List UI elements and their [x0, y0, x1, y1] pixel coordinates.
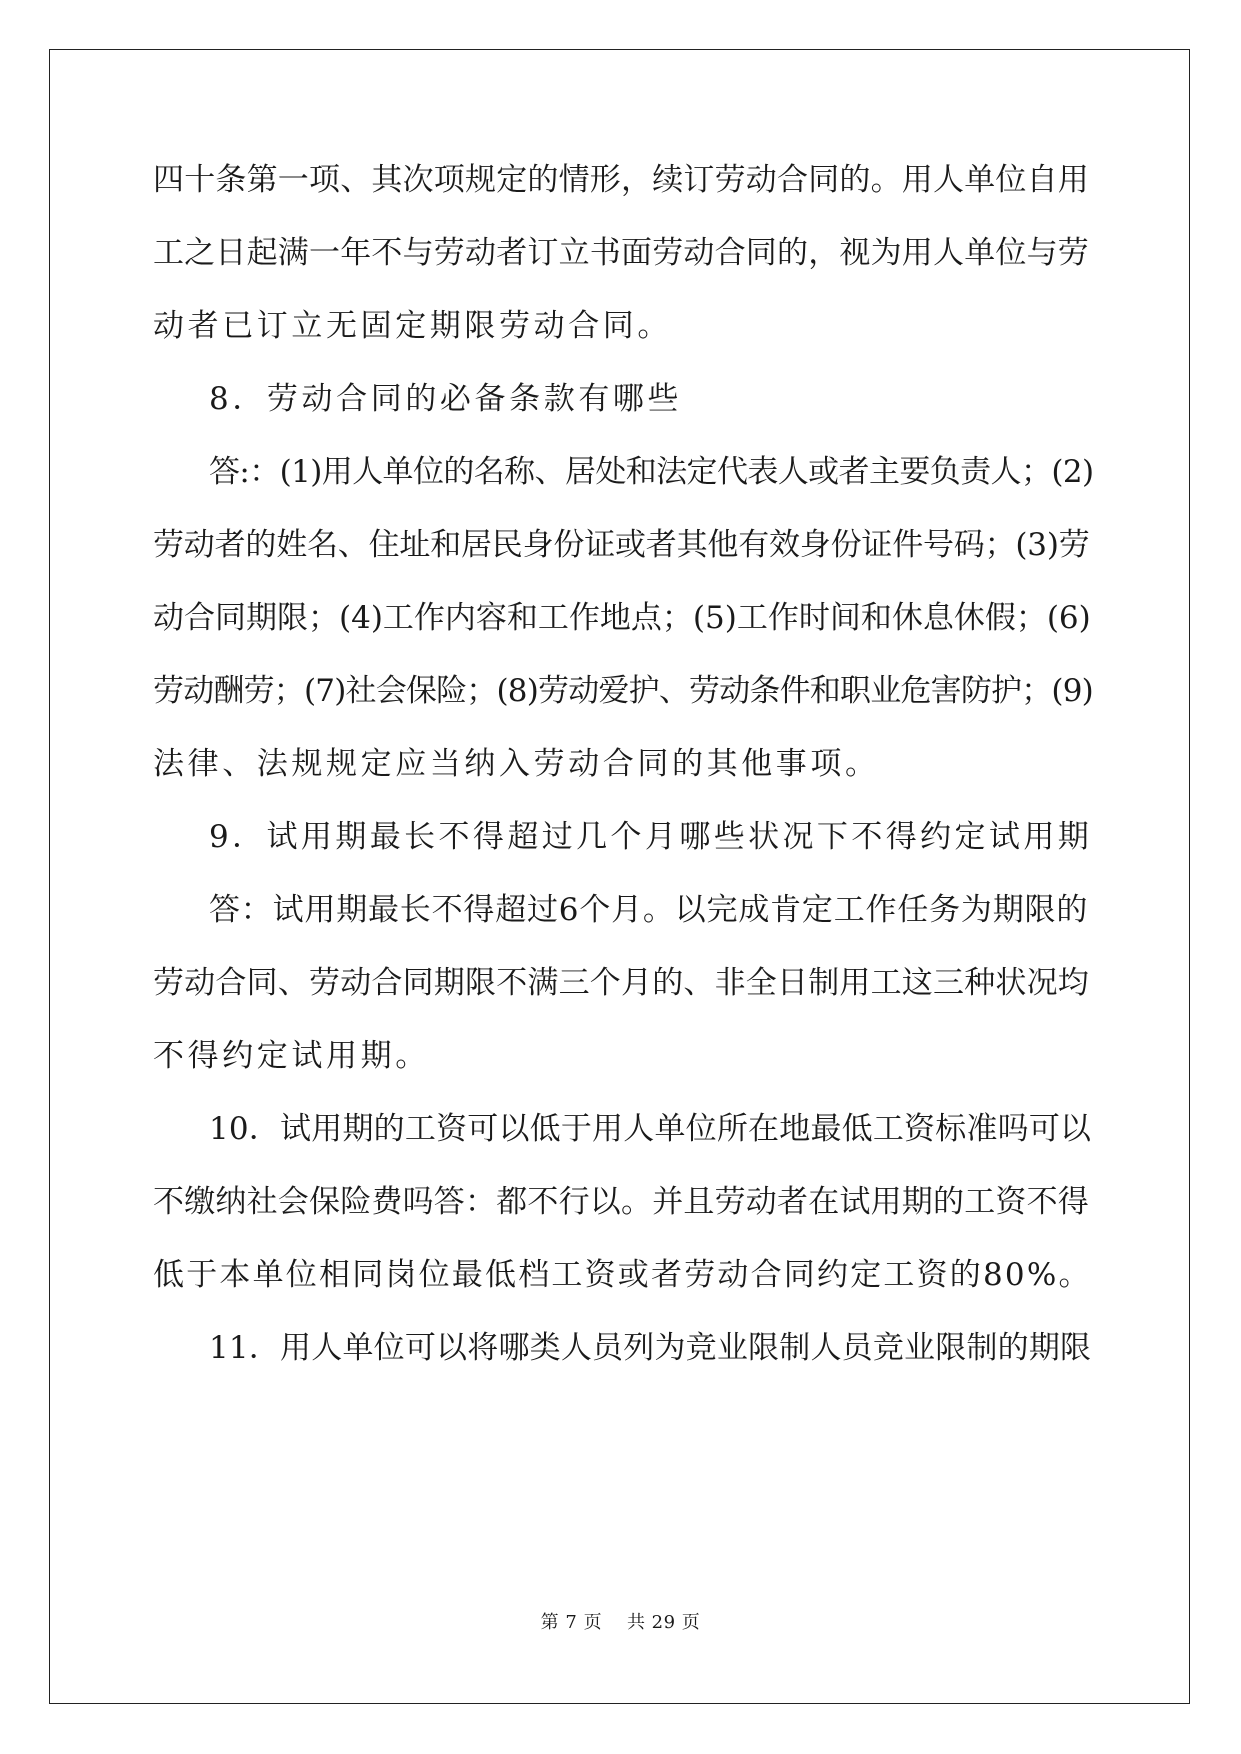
- text-line: 答：试用期最长不得超过6个月。以完成肯定工作任务为期限的: [209, 892, 1089, 928]
- text-line: 劳动合同、劳动合同期限不满三个月的、非全日制用工这三种状况均: [153, 965, 1089, 1001]
- text-line: 答:：(1)用人单位的名称、居处和法定代表人或者主要负责人；(2): [209, 454, 1094, 490]
- question-heading: 10．试用期的工资可以低于用人单位所在地最低工资标准吗可以: [209, 1111, 1092, 1147]
- text-line: 劳动者的姓名、住址和居民身份证或者其他有效身份证件号码；(3)劳: [153, 527, 1090, 563]
- text-line: 动合同期限；(4)工作内容和工作地点；(5)工作时间和休息休假；(6): [153, 600, 1091, 636]
- text-line: 劳动酬劳；(7)社会保险；(8)劳动爱护、劳动条件和职业危害防护；(9): [153, 673, 1093, 709]
- text-line: 工之日起满一年不与劳动者订立书面劳动合同的，视为用人单位与劳: [153, 235, 1089, 271]
- text-line: 不得约定试用期。: [153, 1038, 430, 1074]
- page-border: [49, 49, 1190, 1704]
- text-line: 动者已订立无固定期限劳动合同。: [153, 308, 672, 344]
- text-line: 不缴纳社会保险费吗答：都不行以。并且劳动者在试用期的工资不得: [153, 1184, 1089, 1220]
- page-number-footer: 第 7 页 共 29 页: [540, 1612, 701, 1633]
- question-heading: 8．劳动合同的必备条款有哪些: [209, 381, 683, 417]
- question-heading: 11．用人单位可以将哪类人员列为竞业限制人员竞业限制的期限: [209, 1330, 1092, 1366]
- text-line: 法律、法规规定应当纳入劳动合同的其他事项。: [153, 746, 880, 782]
- question-heading: 9．试用期最长不得超过几个月哪些状况下不得约定试用期: [209, 819, 1093, 855]
- text-line: 低于本单位相同岗位最低档工资或者劳动合同约定工资的80%。: [153, 1257, 1092, 1293]
- text-line: 四十条第一项、其次项规定的情形，续订劳动合同的。用人单位自用: [153, 162, 1089, 198]
